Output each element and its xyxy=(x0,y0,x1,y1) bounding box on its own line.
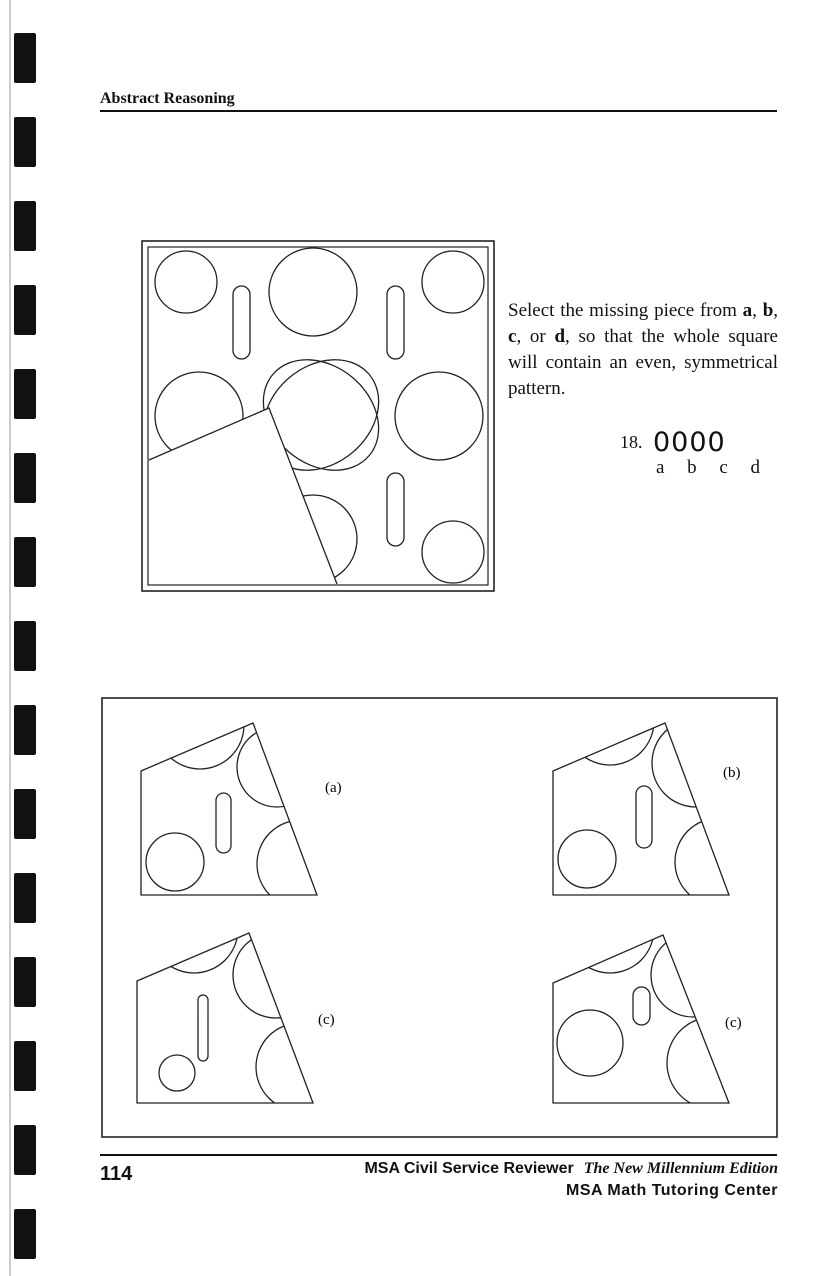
header-rule xyxy=(100,110,777,112)
option-label-4: (c) xyxy=(725,1015,742,1031)
question-number: 18. xyxy=(620,432,643,452)
footer-publication-line xyxy=(364,1160,778,1178)
circle-middle-left xyxy=(155,372,243,460)
publication-name: MSA Civil Service Reviewer xyxy=(364,1160,574,1177)
circle-top-center xyxy=(269,248,357,336)
circle-bottom-right xyxy=(422,521,484,583)
bubble-letter-d: d xyxy=(750,457,760,478)
bubble-letter-a: a xyxy=(656,457,665,478)
answer-bubbles[interactable]: 0000 xyxy=(653,427,726,458)
publisher-name: MSA Math Tutoring Center xyxy=(566,1182,778,1199)
option-label-1: (a) xyxy=(325,780,342,796)
options-figure xyxy=(101,697,779,1139)
outer-frame xyxy=(142,241,494,591)
option-piece-2[interactable] xyxy=(553,697,763,906)
section-title: Abstract Reasoning xyxy=(100,90,235,107)
option-letter-b: b xyxy=(762,300,774,321)
options-frame xyxy=(102,698,777,1137)
puzzle-figure xyxy=(141,240,496,593)
circle-top-left xyxy=(155,251,217,313)
bubble-letter-c: c xyxy=(719,457,728,478)
option-label-2: (b) xyxy=(723,765,741,781)
circle-bottom-center xyxy=(269,495,357,583)
missing-piece-outline xyxy=(149,408,337,584)
page-number: 114 xyxy=(100,1163,133,1185)
circle-top-right xyxy=(422,251,484,313)
option-letter-d: d xyxy=(554,326,566,347)
bubble-letter-b: b xyxy=(687,457,697,478)
question-instruction: Select the missing piece from a, b, c, or d, so that the whole square will contain an even, symmetrical pattern. xyxy=(508,300,779,399)
option-letter-c: c xyxy=(508,326,517,347)
spiral-binding xyxy=(0,0,60,1276)
slot-top-right xyxy=(387,286,404,359)
option-piece-1[interactable] xyxy=(141,697,345,908)
footer-rule xyxy=(100,1154,777,1156)
instruction-text-2: so that the whole square will contain an even, symmetrical pattern. xyxy=(508,326,778,399)
slot-bottom-right xyxy=(387,473,404,546)
ellipse-right-tilt xyxy=(241,337,401,493)
option-letter-a: a xyxy=(742,300,753,321)
option-piece-3[interactable] xyxy=(137,885,344,1111)
option-label-3: (c) xyxy=(318,1012,335,1028)
edition-name: The New Millennium Edition xyxy=(583,1160,778,1177)
slot-top-left xyxy=(233,286,250,359)
instruction-text-1: Select the missing piece from xyxy=(508,300,737,321)
option-piece-4[interactable] xyxy=(553,885,759,1109)
circle-middle-right xyxy=(395,372,483,460)
bubble-letters xyxy=(656,457,760,479)
